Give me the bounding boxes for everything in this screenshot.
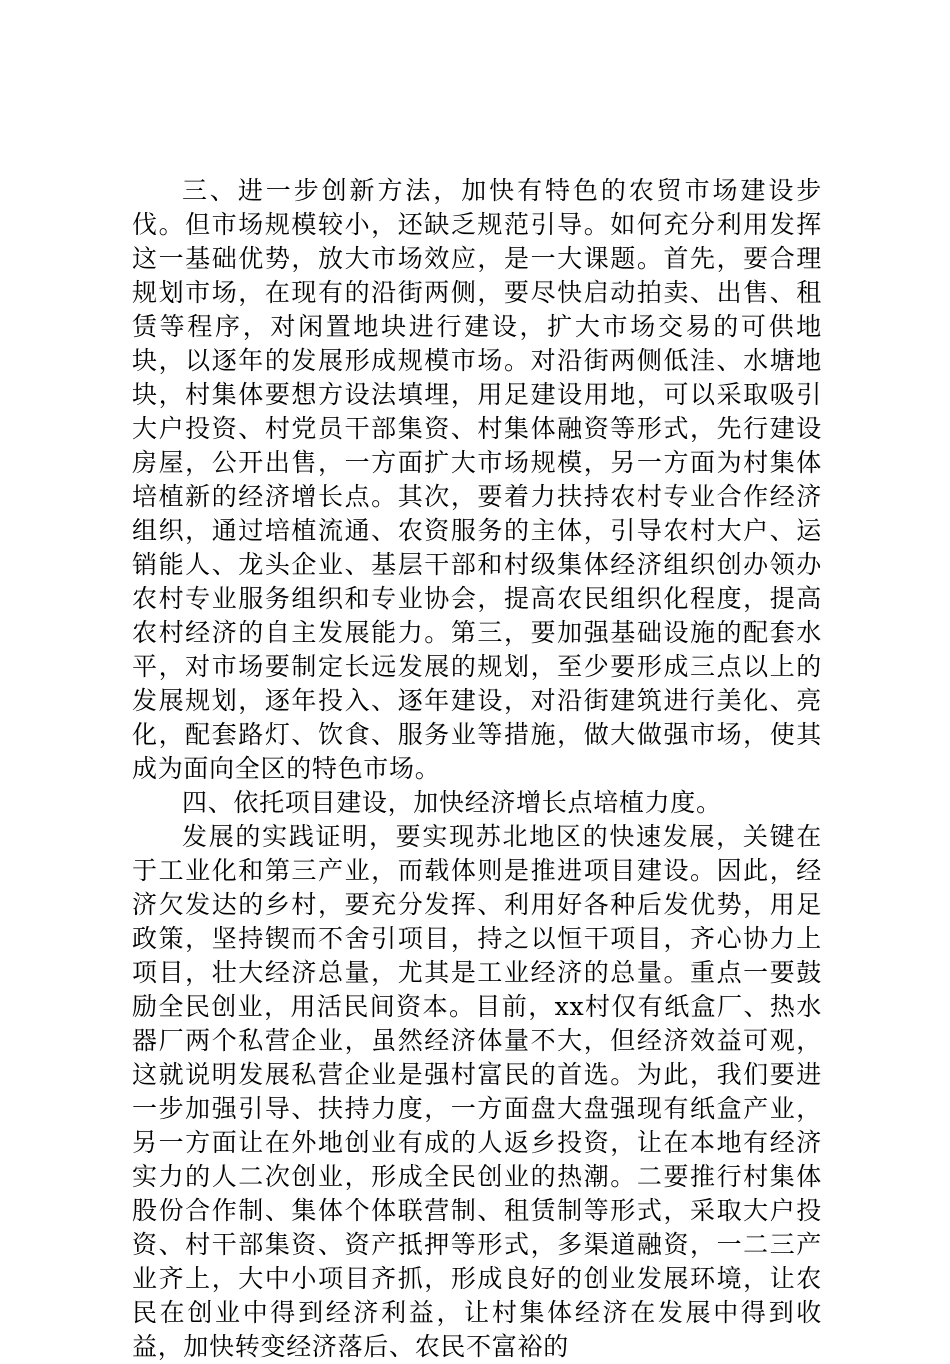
paragraph-market-construction: 三、进一步创新方法，加快有特色的农贸市场建设步伐。但市场规模较小，还缺乏规范引导。如何充分利用发挥这一基础优势，放大市场效应，是一大课题。首先，要合理规划市场，在现有的沿街两侧，要尽快启动拍卖、出售、租赁等程序，对闲置地块进行建设，扩大市场交易的可供地块，以逐年的发展形成规模市场。对沿街两侧低洼、水塘地块，村集体要想方设法填埋，用足建设用地，可以采取吸引大户投资、村党员干部集资、村集体融资等形式，先行建设房屋，公开出售，一方面扩大市场规模，另一方面为村集体培植新的经济增长点。其次，要着力扶持农村专业合作经济组织，通过培植流通、农资服务的主体，引导农村大户、运销能人、龙头企业、基层干部和村级集体经济组织创办领办农村专业服务组织和专业协会，提高农民组织化程度，提高农村经济的自主发展能力。第三，要加强基础设施的配套水平，对市场要制定长远发展的规划，至少要形成三点以上的发展规划，逐年投入、逐年建设，对沿街建筑进行美化、亮化，配套路灯、饮食、服务业等措施，做大做强市场，使其成为面向全区的特色市场。 (132, 176, 822, 783)
document-body (132, 174, 822, 1364)
paragraph-project-development: 发展的实践证明，要实现苏北地区的快速发展，关键在于工业化和第三产业，而载体则是推进项目建设。因此，经济欠发达的乡村，要充分发挥、利用好各种后发优势，用足政策，坚持锲而不舍引项目，持之以恒干项目，齐心协力上项目，壮大经济总量，尤其是工业经济的总量。重点一要鼓励全民创业，用活民间资本。目前，xx村仅有纸盒厂、热水器厂两个私营企业，虽然经济体量不大，但经济效益可观，这就说明发展私营企业是强村富民的首选。为此，我们要进一步加强引导、扶持力度，一方面盘大盘强现有纸盒产业，另一方面让在外地创业有成的人返乡投资，让在本地有经济实力的人二次创业，形成全民创业的热潮。二要推行村集体股份合作制、集体个体联营制、租赁制等形式，采取大户投资、村干部集资、资产抵押等形式，多渠道融资，一二三产业齐上，大中小项目齐抓，形成良好的创业发展环境，让农民在创业中得到经济利益，让村集体经济在发展中得到收益，加快转变经济落后、农民不富裕的 (132, 822, 822, 1361)
paragraph-project-heading: 四、依托项目建设，加快经济增长点培植力度。 (182, 788, 722, 817)
